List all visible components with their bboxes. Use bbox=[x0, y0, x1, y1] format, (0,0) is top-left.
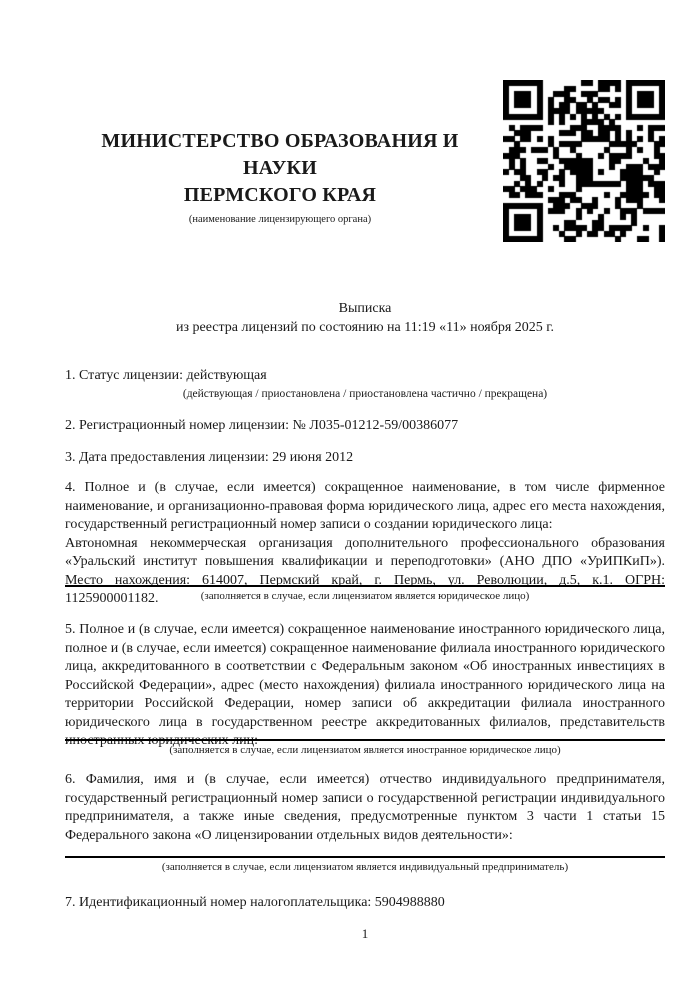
licensing-authority-header bbox=[65, 128, 495, 226]
licensing-authority-caption: (наименование лицензирующего органа) bbox=[188, 214, 372, 225]
taxpayer-id-field: 7. Идентификационный номер налогоплательщика: 5904988880 bbox=[65, 895, 445, 910]
document-title bbox=[65, 300, 665, 337]
registration-number-field: 2. Регистрационный номер лицензии: № Л035-01212-59/00386077 bbox=[65, 418, 459, 433]
page-number: 1 bbox=[361, 926, 369, 941]
legal-entity-fill-caption: (заполняется в случае, если лицензиатом является юридическое лицо) bbox=[65, 585, 665, 603]
document-title-line1: Выписка bbox=[338, 301, 392, 316]
foreign-entity-fill-caption: (заполняется в случае, если лицензиатом является иностранное юридическое лицо) bbox=[65, 739, 665, 757]
document-title-line2: из реестра лицензий по состоянию на 11:19 «11» ноября 2025 г. bbox=[176, 319, 554, 335]
license-status-options-note: (действующая / приостановлена / приостановлена частично / прекращена) bbox=[182, 388, 548, 400]
ministry-name-line1: МИНИСТЕРСТВО ОБРАЗОВАНИЯ И НАУКИ bbox=[101, 130, 459, 179]
individual-entrepreneur-fill-caption: (заполняется в случае, если лицензиатом является индивидуальный предприниматель) bbox=[65, 856, 665, 874]
legal-entity-description: 4. Полное и (в случае, если имеется) сокращенное наименование, в том числе фирменное наименование, и организационно-правовая форма юридического лица, адрес его места нахождения, государственный регистрационный номер записи о создании юридического лица: bbox=[65, 480, 665, 532]
legal-entity-answer: Автономная некоммерческая организация дополнительного профессионального образования «Уральский институт повышения квалификации и переподготовки» (АНО ДПО «УрИПКиП»). Место нахождения: 614007, Пермский край, г. Пермь, ул. Революции, д.5, к.1. ОГРН: 1125900001182. bbox=[65, 535, 665, 606]
individual-entrepreneur-description: 6. Фамилия, имя и (в случае, если имеется) отчество индивидуального предпринимателя, государственный регистрационный номер записи о государственной регистрации индивидуального предпринимателя, а также иные сведения, предусмотренные пунктом 3 части 1 статьи 15 Федерального закона «О лицензировании отдельных видов деятельности»: bbox=[65, 772, 665, 843]
foreign-entity-description: 5. Полное и (в случае, если имеется) сокращенное наименование иностранного юридического лица, полное и (в случае, если имеется) сокращенное наименование филиала иностранного юридического лица, аккредитованного в соответствии с Федеральным законом «Об иностранных инвестициях в Российской Федерации», адрес (место нахождения) филиала иностранного юридического лица на территории Российской Федерации, номер записи об аккредитации филиала иностранного юридического лица в государственном реестре аккредитованных филиалов, представительств иностранных юридических лиц: bbox=[65, 622, 665, 748]
qr-code-icon bbox=[503, 80, 665, 242]
license-grant-date-field: 3. Дата предоставления лицензии: 29 июня 2012 bbox=[65, 450, 354, 465]
ministry-name-line2: ПЕРМСКОГО КРАЯ bbox=[183, 184, 377, 206]
license-status-field: 1. Статус лицензии: действующая bbox=[65, 368, 267, 383]
